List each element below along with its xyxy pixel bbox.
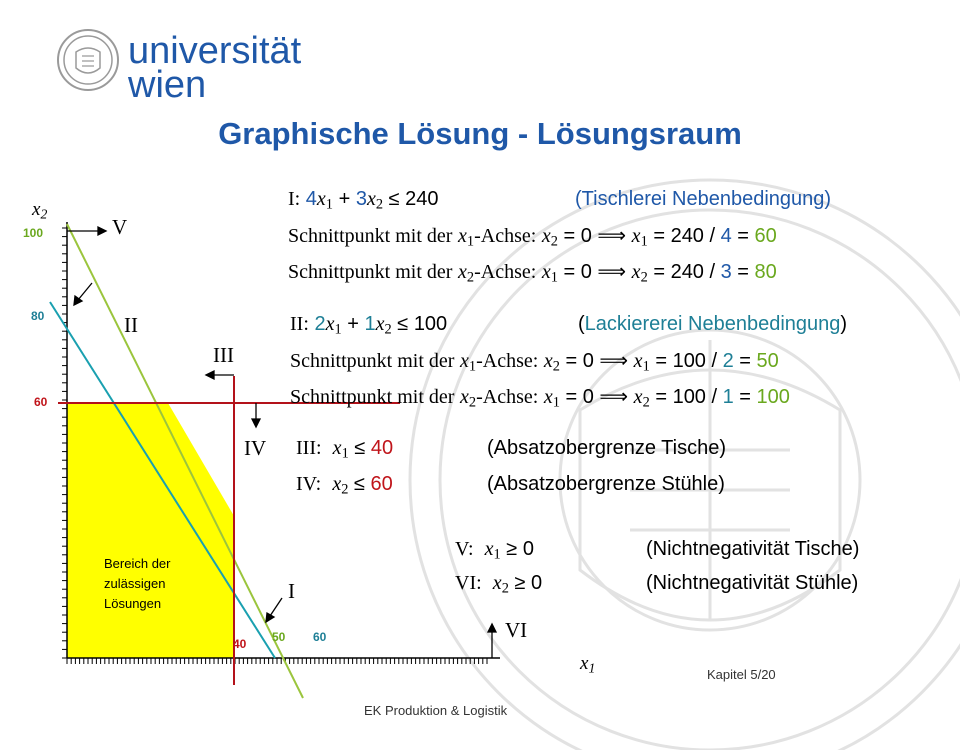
page-title: Graphische Lösung - Lösungsraum: [218, 116, 742, 151]
constraint-I-intercept-x2: Schnittpunkt mit der $x_2$-Achse: $x_1 = 0$ ⟹ $x_2 = 240 / 3 = 80$: [288, 261, 777, 286]
x-axis-label: $x_1$: [580, 653, 596, 676]
constraint-V-desc: (Nichtnegativität Tische): [646, 538, 860, 560]
y-tick-80: 80: [31, 309, 45, 323]
y-tick-60: 60: [34, 395, 48, 409]
x-tick-50: 50: [272, 630, 286, 644]
y-tick-100: 100: [23, 226, 44, 240]
line-label-VI: VI: [505, 618, 528, 642]
logo-text-wien: wien: [128, 64, 207, 106]
constraint-I-desc: (Tischlerei Nebenbedingung): [575, 188, 832, 210]
university-seal-logo: [56, 28, 120, 92]
constraint-VI-desc: (Nichtnegativität Stühle): [646, 572, 859, 594]
constraint-I: I: $4x_1 + 3x_2 \le 240$: [288, 188, 439, 213]
feasible-region: [67, 403, 234, 658]
x-tick-60: 60: [313, 630, 327, 644]
line-label-III: III: [213, 343, 234, 367]
arrow-I: [270, 598, 282, 616]
constraint-IV-desc: (Absatzobergrenze Stühle): [487, 473, 725, 495]
constraint-II: II: $2x_1 + 1x_2 \le 100$: [290, 313, 448, 338]
logo-text-universitaet: universität: [128, 30, 302, 72]
line-label-IV: IV: [244, 436, 267, 460]
line-label-V: V: [112, 215, 128, 239]
constraint-II-intercept-x1: Schnittpunkt mit der $x_1$-Achse: $x_2 = 0$ ⟹ $x_1 = 100 / 2 = 50$: [290, 350, 779, 375]
constraint-I-intercept-x1: Schnittpunkt mit der $x_1$-Achse: $x_2 = 0$ ⟹ $x_1 = 240 / 4 = 60$: [288, 225, 777, 250]
constraint-IV: IV: $x_2 \le 60$: [296, 473, 393, 498]
footer-chapter: Kapitel 5/20: [707, 667, 776, 682]
line-label-I: I: [288, 579, 295, 603]
x-tick-40: 40: [233, 637, 247, 651]
footer-course: EK Produktion & Logistik: [364, 703, 508, 718]
constraint-III-desc: (Absatzobergrenze Tische): [487, 437, 727, 459]
constraint-III: III: $x_1 \le 40$: [296, 437, 394, 462]
constraint-II-intercept-x2: Schnittpunkt mit der $x_2$-Achse: $x_1 = 0$ ⟹ $x_2 = 100 / 1 = 100$: [290, 386, 790, 411]
constraint-II-desc: (Lackiererei Nebenbedingung): [578, 313, 848, 335]
constraint-V: V: $x_1 \ge 0$: [455, 538, 534, 563]
line-label-II: II: [124, 313, 138, 337]
arrow-II: [78, 283, 92, 300]
constraint-VI: VI: $x_2 \ge 0$: [455, 572, 543, 597]
feasible-region-label: Bereich der zulässigen Lösungen: [104, 556, 171, 611]
y-axis-label: $x_2$: [32, 199, 48, 222]
